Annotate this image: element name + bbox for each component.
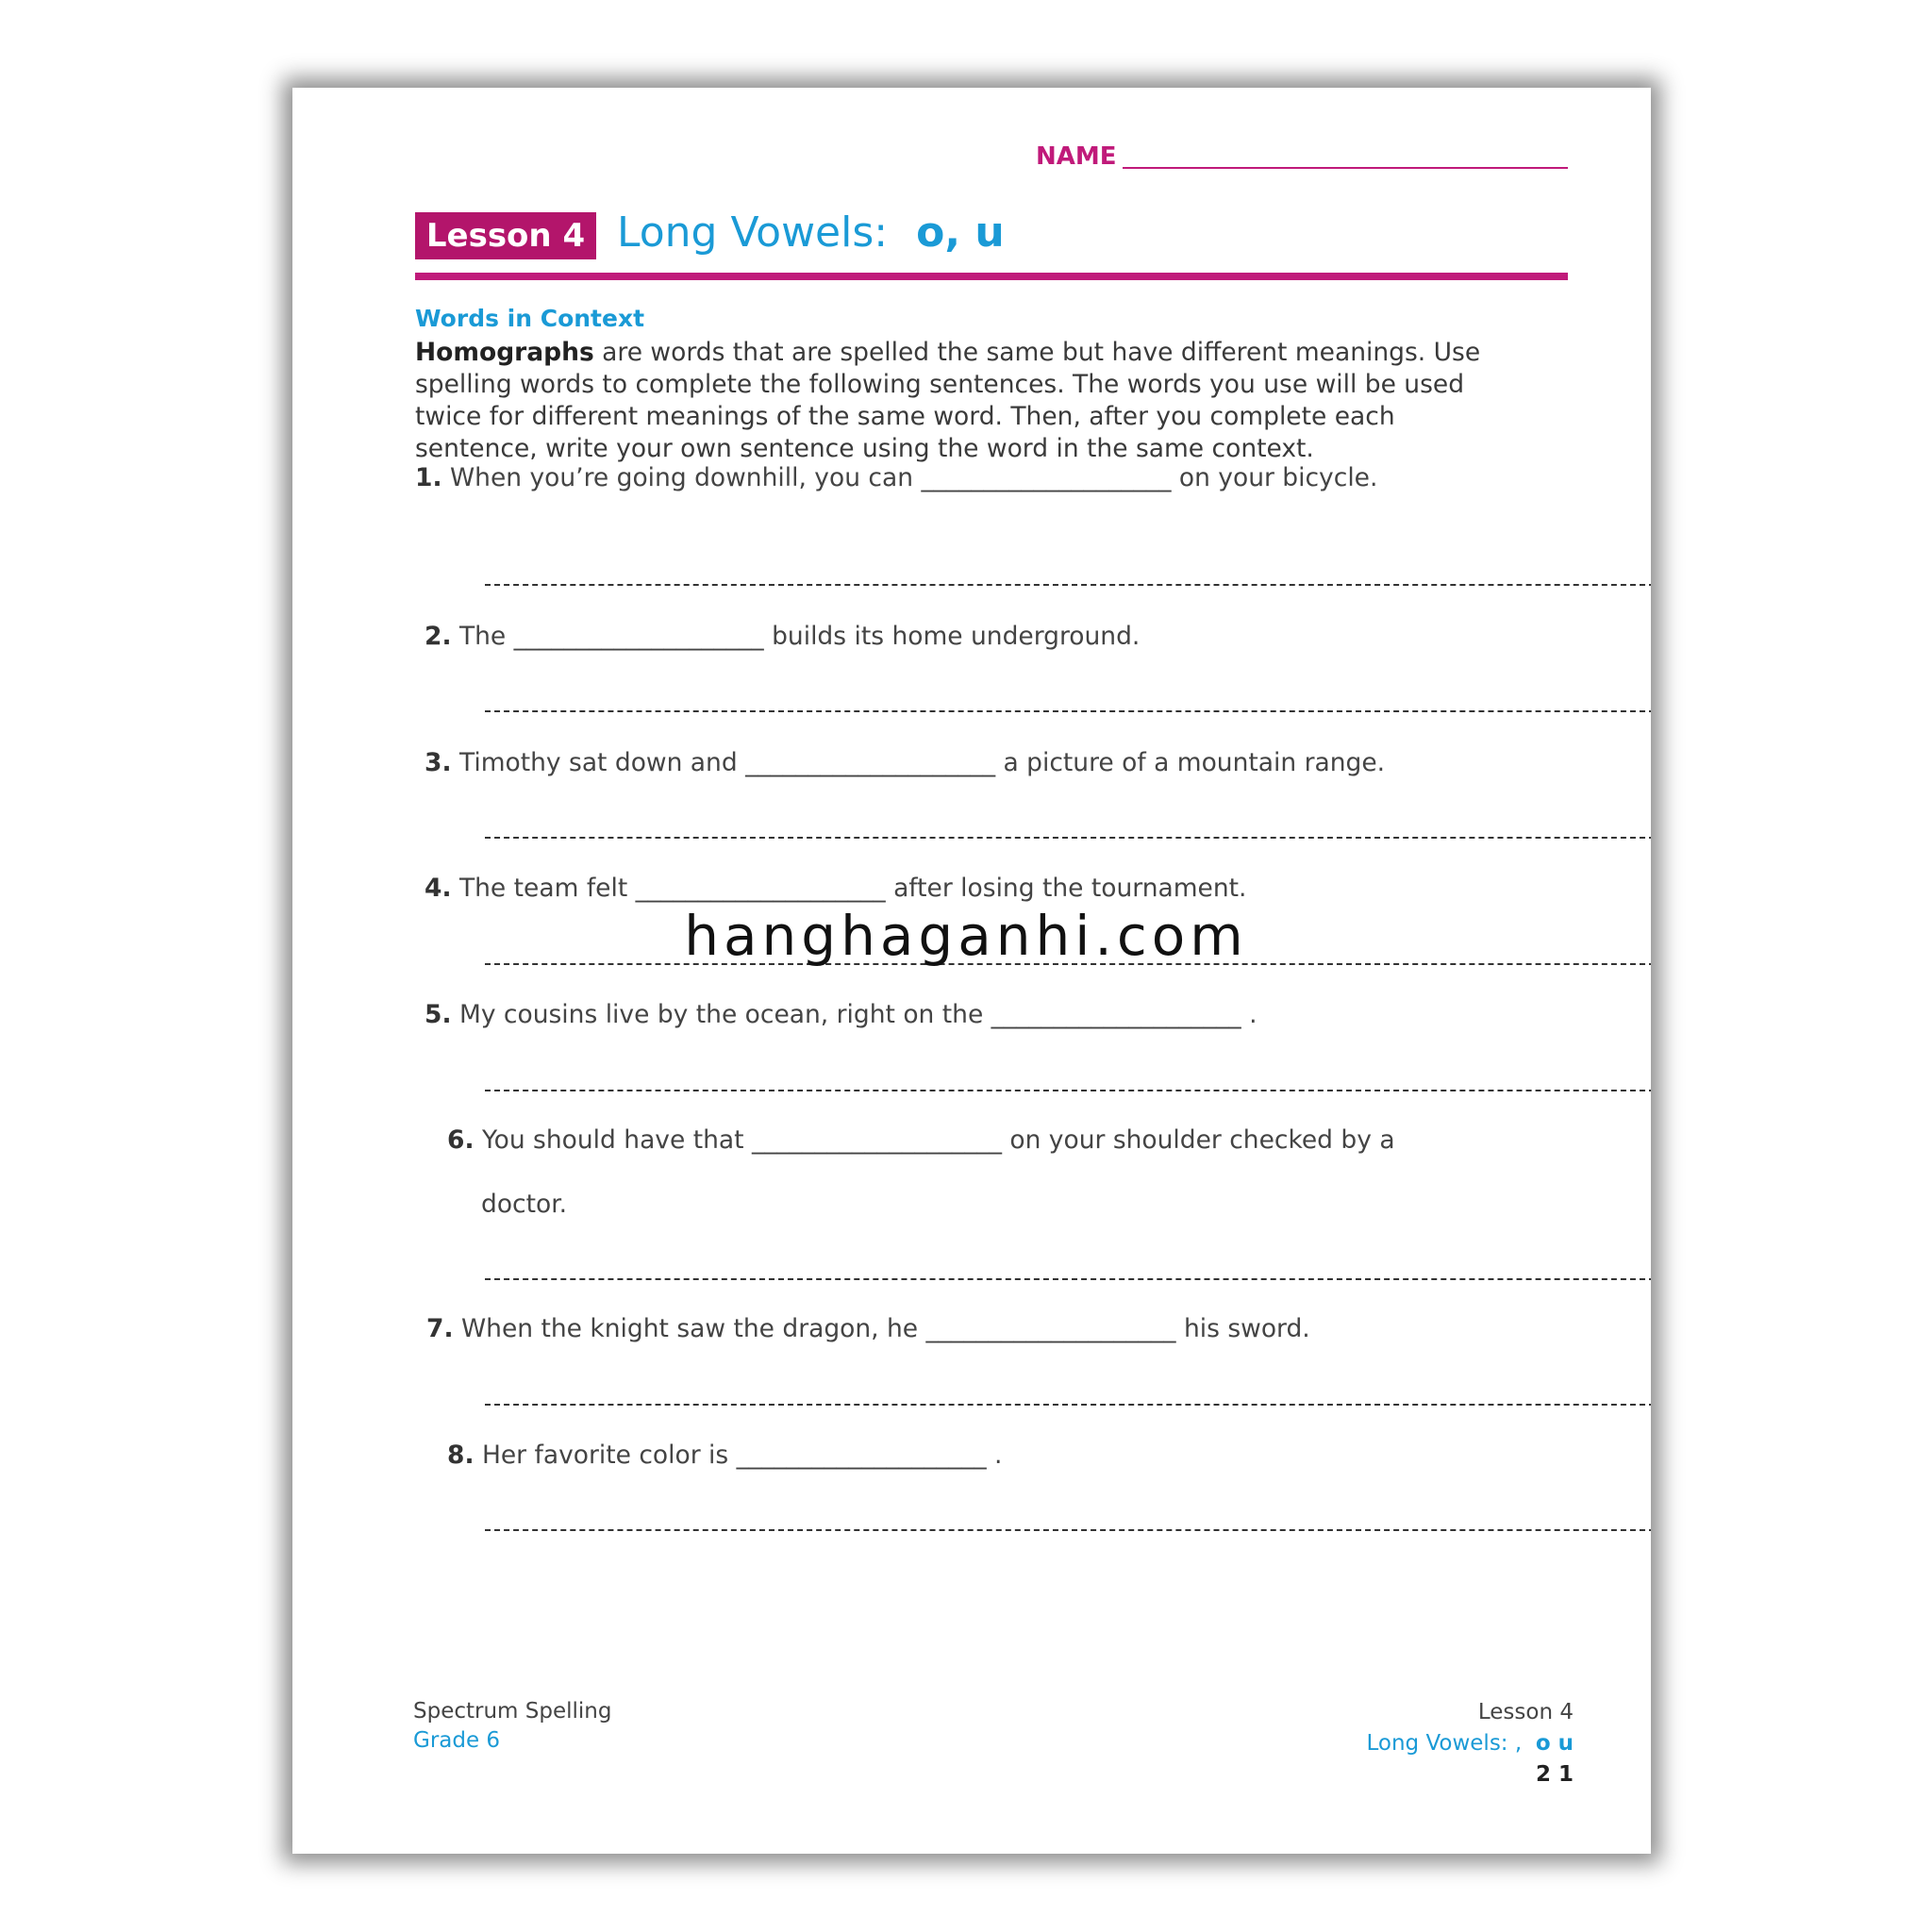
lesson-badge: Lesson 4 [415,212,596,259]
question-text: Her favorite color is ____________________ . [481,1441,1003,1470]
lesson-title-text: Long Vowels: [617,208,889,257]
title-rule [415,273,1568,280]
question-number: 1. [415,463,442,492]
question-number: 6. [447,1125,475,1155]
lesson-title [617,208,1005,257]
answer-line-6[interactable] [485,1278,1651,1280]
question-number: 5. [425,1000,452,1029]
intro-text: are words that are spelled the same but have different meanings. Use spelling words to complete the following sentences. The words you use will be used twice for different meanings of the same word. Then, after you complete each sentence, write your own sentence using the word in the same context. [415,338,1481,463]
worksheet-page [292,88,1651,1854]
question-3 [425,748,1385,777]
section-title: Words in Context [415,305,645,332]
question-8 [447,1441,1002,1470]
question-number: 2. [425,622,452,651]
question-text: When you’re going downhill, you can ____________________ on your bicycle. [449,463,1378,492]
answer-line-3[interactable] [485,837,1651,839]
footer-subtitle-text: Long Vowels: , [1366,1731,1523,1756]
question-text: The team felt ____________________ after losing the tournament. [458,874,1247,903]
intro-paragraph [415,337,1491,465]
answer-line-2[interactable] [485,710,1651,712]
footer-left [413,1697,611,1756]
question-6 [447,1125,1395,1155]
answer-line-8[interactable] [485,1529,1651,1531]
question-text: When the knight saw the dragon, he ____________________ his sword. [460,1314,1310,1343]
question-text: Timothy sat down and ____________________ a picture of a mountain range. [458,748,1386,777]
question-text: My cousins live by the ocean, right on the ____________________ . [458,1000,1257,1029]
question-4 [425,874,1246,903]
question-text: The ____________________ builds its home underground. [458,622,1141,651]
answer-line-7[interactable] [485,1404,1651,1406]
question-6-continuation: doctor. [481,1190,568,1219]
answer-line-5[interactable] [485,1090,1651,1091]
footer-right [1366,1697,1581,1790]
question-1 [415,463,1377,492]
footer-lesson-subtitle [1366,1728,1574,1759]
question-number: 7. [426,1314,454,1343]
question-2 [425,622,1140,651]
footer-book-title: Spectrum Spelling [413,1699,612,1724]
page-number: 21 [1535,1762,1581,1787]
intro-bold-term: Homographs [415,338,594,367]
lesson-title-accent: o, u [916,208,1005,257]
question-number: 3. [425,748,452,777]
name-line[interactable] [1123,167,1568,169]
name-label: NAME [1036,142,1117,171]
footer-subtitle-accent: o u [1535,1731,1574,1756]
question-number: 4. [425,874,452,903]
watermark: hanghaganhi.com [684,904,1248,968]
question-number: 8. [447,1441,475,1470]
footer-lesson: Lesson 4 [1477,1700,1574,1724]
question-text: You should have that ____________________ on your shoulder checked by a [481,1125,1395,1155]
question-7 [426,1314,1310,1343]
question-5 [425,1000,1257,1029]
answer-line-1[interactable] [485,584,1651,586]
footer-grade: Grade 6 [413,1728,501,1753]
